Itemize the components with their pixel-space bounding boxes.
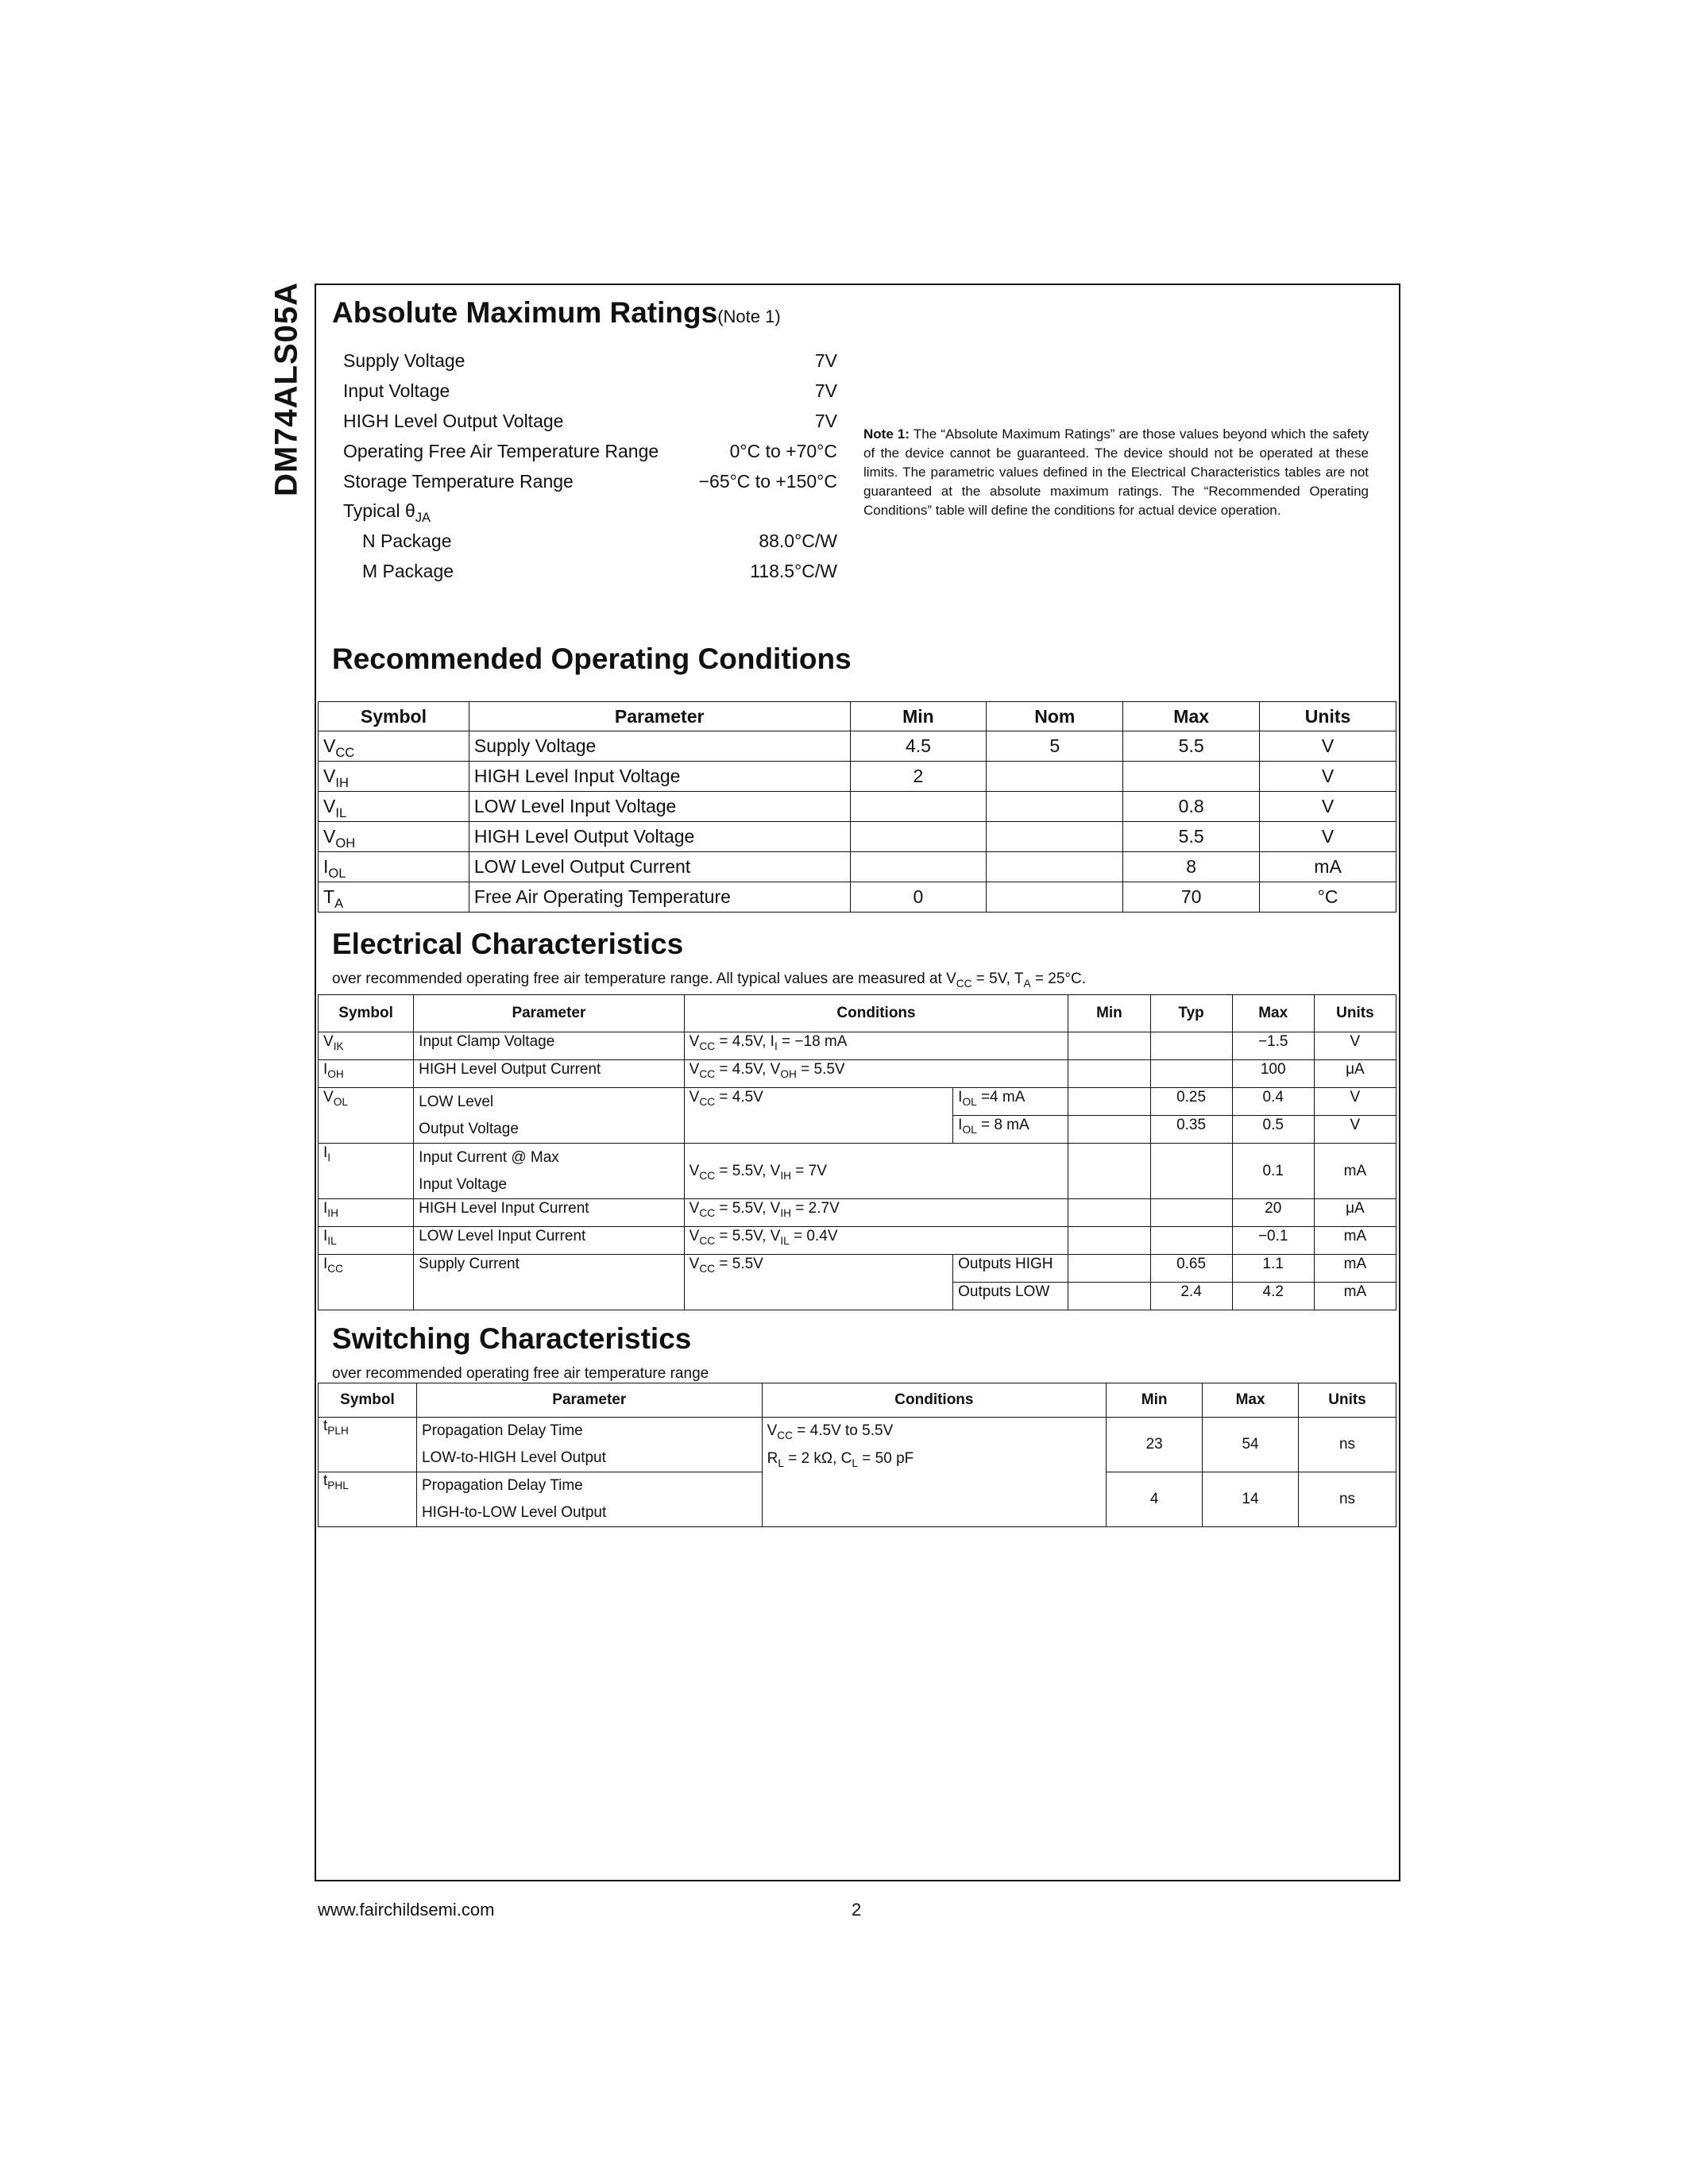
- symbol-cell: $I_{OH}$: [319, 1060, 414, 1088]
- conditions-cell: $V_{CC} = 5.5V$: [684, 1255, 952, 1310]
- col-header: Symbol: [319, 995, 414, 1032]
- table-row: [319, 822, 1396, 852]
- typ-cell: 0.35: [1150, 1116, 1232, 1144]
- units-cell: mA: [1314, 1255, 1396, 1283]
- conditions-subcell: $I_{OL} = 8$ mA: [953, 1116, 1068, 1144]
- units-cell: V: [1260, 822, 1396, 852]
- typ-cell: 2.4: [1150, 1283, 1232, 1310]
- units-cell: mA: [1260, 852, 1396, 882]
- min-cell: 4: [1107, 1472, 1203, 1527]
- symbol-cell: $V_{OH}$: [319, 822, 469, 852]
- max-cell: [1123, 762, 1260, 792]
- max-cell: 70: [1123, 882, 1260, 913]
- max-cell: 0.5: [1232, 1116, 1314, 1144]
- nom-cell: [987, 822, 1123, 852]
- param-cell: Supply Voltage: [469, 731, 850, 762]
- sc-title: Switching Characteristics: [332, 1322, 692, 1355]
- param-cell: Input Clamp Voltage: [414, 1032, 685, 1060]
- min-cell: [850, 852, 987, 882]
- max-cell: 0.4: [1232, 1088, 1314, 1116]
- col-header: Min: [850, 702, 987, 731]
- conditions-cell: $V_{CC} = 4.5V$: [684, 1088, 952, 1144]
- col-header: Parameter: [469, 702, 850, 731]
- symbol-cell: $V_{OL}$: [319, 1088, 414, 1144]
- page-number: 2: [852, 1900, 862, 1920]
- amr-row-theta: Typical $\theta_{JA}$: [343, 500, 431, 526]
- conditions-subcell: Outputs LOW: [953, 1283, 1068, 1310]
- typ-cell: 0.65: [1150, 1255, 1232, 1283]
- symbol-cell: $I_I$: [319, 1144, 414, 1199]
- min-cell: 23: [1107, 1418, 1203, 1472]
- roc-table: [318, 701, 1396, 913]
- min-cell: 2: [850, 762, 987, 792]
- param-cell: LOW Level Output Current: [469, 852, 850, 882]
- nom-cell: [987, 792, 1123, 822]
- symbol-cell: $V_{IL}$: [319, 792, 469, 822]
- max-cell: 20: [1232, 1199, 1314, 1227]
- col-header: Typ: [1150, 995, 1232, 1032]
- table-row: [319, 1032, 1396, 1060]
- col-header: Units: [1260, 702, 1396, 731]
- max-cell: 0.8: [1123, 792, 1260, 822]
- symbol-cell: $V_{CC}$: [319, 731, 469, 762]
- min-cell: 4.5: [850, 731, 987, 762]
- units-cell: °C: [1260, 882, 1396, 913]
- units-cell: V: [1260, 792, 1396, 822]
- table-header-row: [319, 702, 1396, 731]
- table-row: [319, 1255, 1396, 1283]
- units-cell: μA: [1314, 1199, 1396, 1227]
- table-row: [319, 1418, 1396, 1472]
- table-row: [319, 882, 1396, 913]
- symbol-cell: $T_A$: [319, 882, 469, 913]
- amr-row: Operating Free Air Temperature Range 0°C to +70°C: [343, 440, 837, 461]
- units-cell: mA: [1314, 1227, 1396, 1255]
- param-cell: LOW Level Input Voltage: [469, 792, 850, 822]
- units-cell: ns: [1299, 1418, 1396, 1472]
- param-cell: Supply Current: [414, 1255, 685, 1310]
- min-cell: [850, 792, 987, 822]
- col-header: Min: [1068, 995, 1150, 1032]
- symbol-cell: $t_{PHL}$: [319, 1472, 417, 1527]
- max-cell: 14: [1203, 1472, 1299, 1527]
- conditions-cell: $V_{CC} = 5.5V$, $V_{IH} = 7V$: [684, 1144, 1068, 1199]
- symbol-cell: $V_{IK}$: [319, 1032, 414, 1060]
- amr-row: HIGH Level Output Voltage 7V: [343, 410, 837, 431]
- conditions-cell: $V_{CC} = 4.5V$ to 5.5V $R_L = 2$ kΩ, $C_L = 50$ pF: [762, 1418, 1107, 1527]
- min-cell: 0: [850, 882, 987, 913]
- conditions-subcell: Outputs HIGH: [953, 1255, 1068, 1283]
- units-cell: V: [1314, 1116, 1396, 1144]
- col-header: Parameter: [414, 995, 685, 1032]
- units-cell: V: [1260, 762, 1396, 792]
- ec-title: Electrical Characteristics: [332, 928, 684, 960]
- roc-title: Recommended Operating Conditions: [332, 642, 852, 675]
- table-row: [319, 1060, 1396, 1088]
- col-header: Units: [1314, 995, 1396, 1032]
- table-row: [319, 792, 1396, 822]
- conditions-subcell: $I_{OL} =4$ mA: [953, 1088, 1068, 1116]
- symbol-cell: $t_{PLH}$: [319, 1418, 417, 1472]
- max-cell: 1.1: [1232, 1255, 1314, 1283]
- nom-cell: [987, 882, 1123, 913]
- max-cell: 54: [1203, 1418, 1299, 1472]
- max-cell: 4.2: [1232, 1283, 1314, 1310]
- param-cell: LOW Level Input Current: [414, 1227, 685, 1255]
- units-cell: V: [1314, 1088, 1396, 1116]
- nom-cell: [987, 762, 1123, 792]
- param-cell: LOW Level Output Voltage: [414, 1088, 685, 1144]
- symbol-cell: $I_{CC}$: [319, 1255, 414, 1310]
- param-cell: Free Air Operating Temperature: [469, 882, 850, 913]
- table-row: [319, 852, 1396, 882]
- table-row: [319, 1144, 1396, 1199]
- nom-cell: 5: [987, 731, 1123, 762]
- conditions-cell: $V_{CC} = 4.5V$, $I_I = -18$ mA: [684, 1032, 1068, 1060]
- min-cell: [850, 822, 987, 852]
- table-header-row: [319, 1383, 1396, 1418]
- param-cell: Input Current @ Max Input Voltage: [414, 1144, 685, 1199]
- col-header: Conditions: [762, 1383, 1107, 1418]
- table-row: [319, 762, 1396, 792]
- ec-table: [318, 994, 1396, 1310]
- amr-row: M Package 118.5°C/W: [362, 560, 837, 581]
- sc-table: [318, 1383, 1396, 1527]
- amr-row: Supply Voltage 7V: [343, 350, 837, 372]
- ec-caption: over recommended operating free air temperature range. All typical values are measured at $V_{CC} = 5V$, $T_A = 25^\circ C$.: [332, 970, 1086, 990]
- table-row: [319, 1227, 1396, 1255]
- param-cell: HIGH Level Output Voltage: [469, 822, 850, 852]
- max-cell: −1.5: [1232, 1032, 1314, 1060]
- part-number-vertical: DM74ALS05A: [268, 281, 304, 497]
- param-cell: HIGH Level Input Voltage: [469, 762, 850, 792]
- col-header: Nom: [987, 702, 1123, 731]
- col-header: Conditions: [684, 995, 1068, 1032]
- amr-row: Input Voltage 7V: [343, 380, 837, 402]
- max-cell: 5.5: [1123, 822, 1260, 852]
- col-header: Max: [1232, 995, 1314, 1032]
- col-header: Min: [1107, 1383, 1203, 1418]
- param-cell: HIGH Level Output Current: [414, 1060, 685, 1088]
- max-cell: −0.1: [1232, 1227, 1314, 1255]
- col-header: Parameter: [416, 1383, 762, 1418]
- symbol-cell: $I_{OL}$: [319, 852, 469, 882]
- footer-url[interactable]: www.fairchildsemi.com: [318, 1900, 495, 1920]
- max-cell: 5.5: [1123, 731, 1260, 762]
- sc-caption: over recommended operating free air temperature range: [332, 1365, 709, 1382]
- amr-list: [343, 346, 837, 586]
- table-header-row: [319, 995, 1396, 1032]
- typ-cell: 0.25: [1150, 1088, 1232, 1116]
- units-cell: μA: [1314, 1060, 1396, 1088]
- amr-title: Absolute Maximum Ratings(Note 1): [332, 296, 781, 329]
- units-cell: mA: [1314, 1144, 1396, 1199]
- symbol-cell: $I_{IL}$: [319, 1227, 414, 1255]
- table-row: [319, 1088, 1396, 1116]
- param-cell: HIGH Level Input Current: [414, 1199, 685, 1227]
- conditions-cell: $V_{CC} = 5.5V$, $V_{IL} = 0.4V$: [684, 1227, 1068, 1255]
- symbol-cell: $I_{IH}$: [319, 1199, 414, 1227]
- units-cell: mA: [1314, 1283, 1396, 1310]
- col-header: Max: [1203, 1383, 1299, 1418]
- units-cell: V: [1314, 1032, 1396, 1060]
- conditions-cell: $V_{CC} = 4.5V$, $V_{OH} = 5.5V$: [684, 1060, 1068, 1088]
- max-cell: 0.1: [1232, 1144, 1314, 1199]
- nom-cell: [987, 852, 1123, 882]
- amr-row: N Package 88.0°C/W: [362, 531, 837, 552]
- table-row: [319, 1199, 1396, 1227]
- amr-row: Storage Temperature Range −65°C to +150°C: [343, 470, 837, 492]
- col-header: Symbol: [319, 702, 469, 731]
- param-cell: Propagation Delay Time LOW-to-HIGH Level Output: [416, 1418, 762, 1472]
- symbol-cell: $V_{IH}$: [319, 762, 469, 792]
- table-row: [319, 731, 1396, 762]
- param-cell: Propagation Delay Time HIGH-to-LOW Level Output: [416, 1472, 762, 1527]
- max-cell: 8: [1123, 852, 1260, 882]
- col-header: Units: [1299, 1383, 1396, 1418]
- conditions-cell: $V_{CC} = 5.5V$, $V_{IH} = 2.7V$: [684, 1199, 1068, 1227]
- units-cell: V: [1260, 731, 1396, 762]
- note-1: Note 1: The “Absolute Maximum Ratings” are those values beyond which the safety of the device cannot be guaranteed. The device should not be operated at these limits. The parametric values defined in the Electrical Characteristics tables are not guaranteed at the absolute maximum ratings. The “Recommended Operating Conditions” table will define the conditions for actual device operation.: [863, 426, 1369, 518]
- col-header: Max: [1123, 702, 1260, 731]
- units-cell: ns: [1299, 1472, 1396, 1527]
- col-header: Symbol: [319, 1383, 417, 1418]
- max-cell: 100: [1232, 1060, 1314, 1088]
